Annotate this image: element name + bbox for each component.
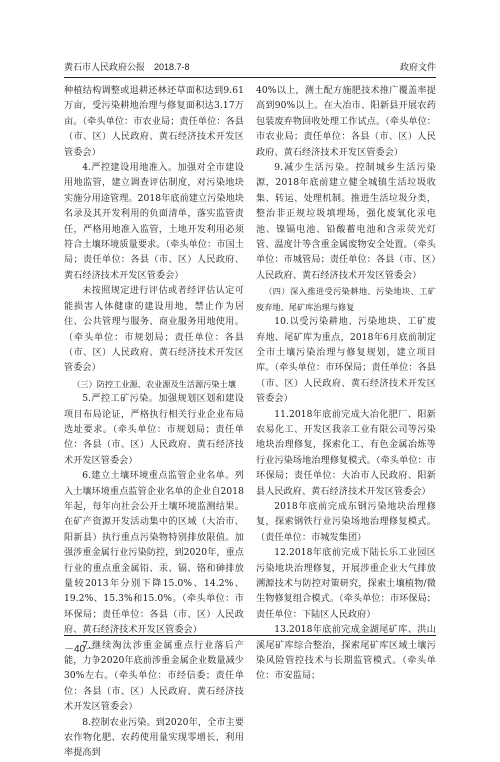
right-text-column [256, 84, 436, 685]
paragraph: 7.继续淘汰涉重金属重点行业落后产能，力争2020年底前涉重金属企业数量减少30%左右。（牵头单位：市经信委；责任单位：各县（市、区）人民政府、黄石经济技术开发区管委会） [64, 640, 244, 713]
section-heading: （四）深入推进受污染耕地、污染地块、工矿废弃地、尾矿库治理与修复 [256, 286, 436, 312]
paragraph-continued: 40%以上，测土配方施肥技术推广覆盖率提高到90%以上。在大冶市、阳新县开展农药包装废弃物回收处理工作试点。（牵头单位：市农业局；责任单位：各县（市、区）人民政府、黄石经济技术开发区管委会） [256, 86, 436, 158]
paragraph: 9.减少生活污染。控制城乡生活污染源，2018年底前建立健全城镇生活垃圾收集、转运、处理机制。推进生活垃圾分类，整治非正规垃圾填埋场，强化废氧化汞电池、镍镉电池、铅酸蓄电池和含汞荧光灯管、温度计等含重金属废物安全处置。（牵头单位：市城管局；责任单位：各县（市、区）人民政府、黄石经济技术开发区管委会） [256, 163, 436, 281]
paragraph: 2018年底前完成东钢污染地块治理修复，探索钢铁行业污染场地治理修复模式。（责任单位：市城发集团） [256, 501, 436, 543]
page-header [64, 60, 436, 75]
paragraph: 13.2018年底前完成金湖尾矿库、洪山溪尾矿库综合整治，探索尾矿库区域土壤污染风险管控技术与长期监管模式。（牵头单位：市安监局； [256, 625, 436, 682]
left-text-column [64, 84, 244, 762]
paragraph: 4.严控建设用地准入。加强对全市建设用地监管，建立调查评估制度，对污染地块实施分用途管理。2018年底前建立污染地块名录及其开发利用的负面清单，落实监管责任，严格用地准入监管，土地开发利用必须符合土壤环境质量要求。（牵头单位：市国土局；责任单位：各县（市、区）人民政府、黄石经济技术开发区管委会） [64, 163, 244, 281]
header-divider [64, 77, 436, 78]
paragraph: 10.以受污染耕地、污染地块、工矿废弃地、尾矿库为重点，2018年6月底前制定全市土壤污染治理与修复规划，建立项目库。（牵头单位：市环保局；责任单位：各县（市、区）人民政府、黄石经济技术开发区管委会） [256, 317, 436, 405]
paragraph: 12.2018年底前完成下陆长乐工业园区污染地块治理修复，开展涉重企业大气排放溯源技术与防控对策研究，探索土壤植物/微生物修复组合模式。（牵头单位：市环保局；责任单位：下陆区人民政府） [256, 548, 436, 620]
paragraph: 6.建立土壤环境重点监管企业名单。列入土壤环境重点监管企业名单的企业自2018年起，每年向社会公开土壤环境监测结果。在矿产资源开发活动集中的区域（大冶市、阳新县）执行重点污染物特别排放限值。加强涉重金属行业污染防控，到2020年，重点行业的重点重金属铅、汞、镉、铬和砷排放量较2013年分别下降15.0%、14.2%、19.2%、15.3%和15.0%。（牵头单位：市环保局；责任单位：各县（市、区）人民政府、黄石经济技术开发区管委会） [64, 471, 244, 636]
paragraph: 5.严控工矿污染。加强规划区划和建设项目布局论证，严格执行相关行业企业布局选址要求。（牵头单位：市规划局；责任单位：各县（市、区）人民政府、黄石经济技术开发区管委会） [64, 394, 244, 466]
section-heading: （三）防控工业源、农业源及生活源污染土壤 [72, 378, 236, 389]
paragraph-continued: 种植结构调整或退耕还林还草面积达到9.61万亩，受污染耕地治理与修复面积达3.17万亩。（牵头单位：市农业局；责任单位：各县（市、区）人民政府、黄石经济技术开发区管委会） [64, 86, 244, 158]
section-title: 政府文件 [399, 62, 436, 72]
page-number: －40－ [64, 644, 96, 655]
paragraph: 8.控制农业污染。到2020年，全市主要农作物化肥、农药使用量实现零增长，利用率提高到 [64, 717, 244, 759]
footer-divider [64, 635, 436, 636]
paragraph: 未按照规定进行评估或者经评估认定可能损害人体健康的建设用地，禁止作为居住、公共管理与服务、商业服务用地使用。（牵头单位：市规划局；责任单位：各县（市、区）人民政府、黄石经济技术开发区管委会） [64, 286, 244, 374]
publication-title: 黄石市人民政府公报 2018.7-8 [64, 62, 190, 72]
paragraph: 11.2018年底前完成大冶化肥厂、阳新农易化工、开发区我亲工业有限公司等污染地块治理修复，探索化工、有色金属冶炼等行业污染场地治理修复模式。（牵头单位：市环保局；责任单位：大冶市人民政府、阳新县人民政府、黄石经济技术开发区管委会） [256, 409, 436, 497]
